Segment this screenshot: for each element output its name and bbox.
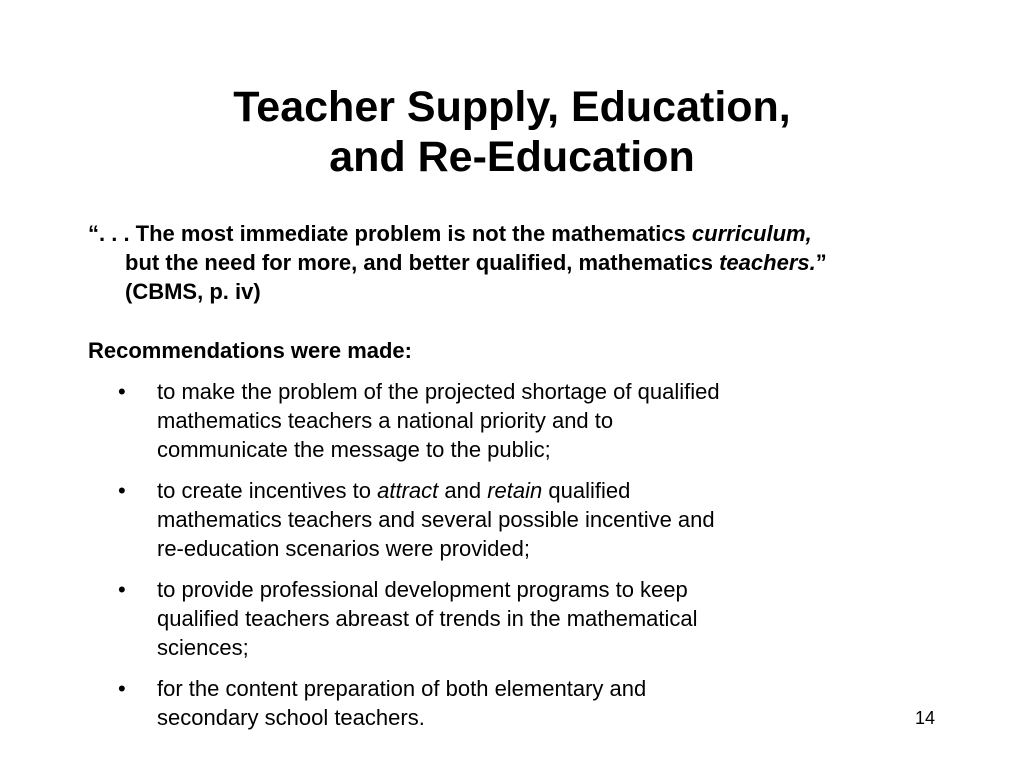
recommendation-1-line-2: mathematics teachers a national priority and to bbox=[157, 408, 614, 433]
rec-2-text-b: and bbox=[438, 478, 488, 503]
quote-line-2 bbox=[88, 248, 968, 277]
bullet-icon: • bbox=[118, 379, 126, 404]
recommendation-2-line-3: re-education scenarios were provided; bbox=[157, 536, 530, 561]
quote-line-1-text: “. . . The most immediate problem is not the mathematics bbox=[88, 221, 692, 246]
recommendation-3-line-1: to provide professional development programs to keep bbox=[157, 577, 688, 602]
page-number: 14 bbox=[914, 708, 936, 728]
recommendation-1-line-1: to make the problem of the projected shortage of qualified bbox=[157, 379, 720, 404]
rec-2-emphasis-attract: attract bbox=[377, 478, 439, 503]
recommendation-2-line-1 bbox=[157, 476, 838, 505]
quote-line-2-text: but the need for more, and better qualified, mathematics bbox=[125, 250, 720, 275]
recommendation-item-1 bbox=[118, 377, 838, 464]
slide-title bbox=[0, 82, 1024, 182]
recommendation-item-3 bbox=[118, 575, 838, 662]
recommendation-4-line-2: secondary school teachers. bbox=[157, 705, 425, 730]
quote-emphasis-teachers: teachers. bbox=[719, 250, 816, 275]
recommendations-heading: Recommendations were made: bbox=[88, 338, 412, 363]
recommendation-3-line-2: qualified teachers abreast of trends in the mathematical bbox=[157, 606, 698, 631]
slide-title-line-1: Teacher Supply, Education, bbox=[233, 83, 791, 131]
quote-emphasis-curriculum: curriculum, bbox=[691, 221, 812, 246]
recommendation-2-line-2: mathematics teachers and several possible incentive and bbox=[157, 507, 715, 532]
bullet-icon: • bbox=[118, 676, 126, 701]
recommendation-item-4 bbox=[118, 674, 838, 732]
rec-2-emphasis-retain: retain bbox=[487, 478, 543, 503]
rec-2-text-a: to create incentives to bbox=[157, 478, 378, 503]
recommendation-3-line-3: sciences; bbox=[157, 635, 249, 660]
quote-citation: (CBMS, p. iv) bbox=[125, 279, 261, 304]
recommendation-4-line-1: for the content preparation of both elementary and bbox=[157, 676, 647, 701]
recommendation-item-2 bbox=[118, 476, 838, 563]
rec-2-text-c: qualified bbox=[542, 478, 631, 503]
cbms-quote bbox=[88, 219, 968, 306]
bullet-icon: • bbox=[118, 478, 126, 503]
recommendations-list bbox=[118, 377, 838, 744]
bullet-icon: • bbox=[118, 577, 126, 602]
recommendation-1-line-3: communicate the message to the public; bbox=[157, 437, 551, 462]
quote-close-mark: ” bbox=[815, 250, 827, 275]
quote-line-1 bbox=[88, 219, 968, 248]
slide-title-line-2: and Re-Education bbox=[329, 133, 695, 181]
